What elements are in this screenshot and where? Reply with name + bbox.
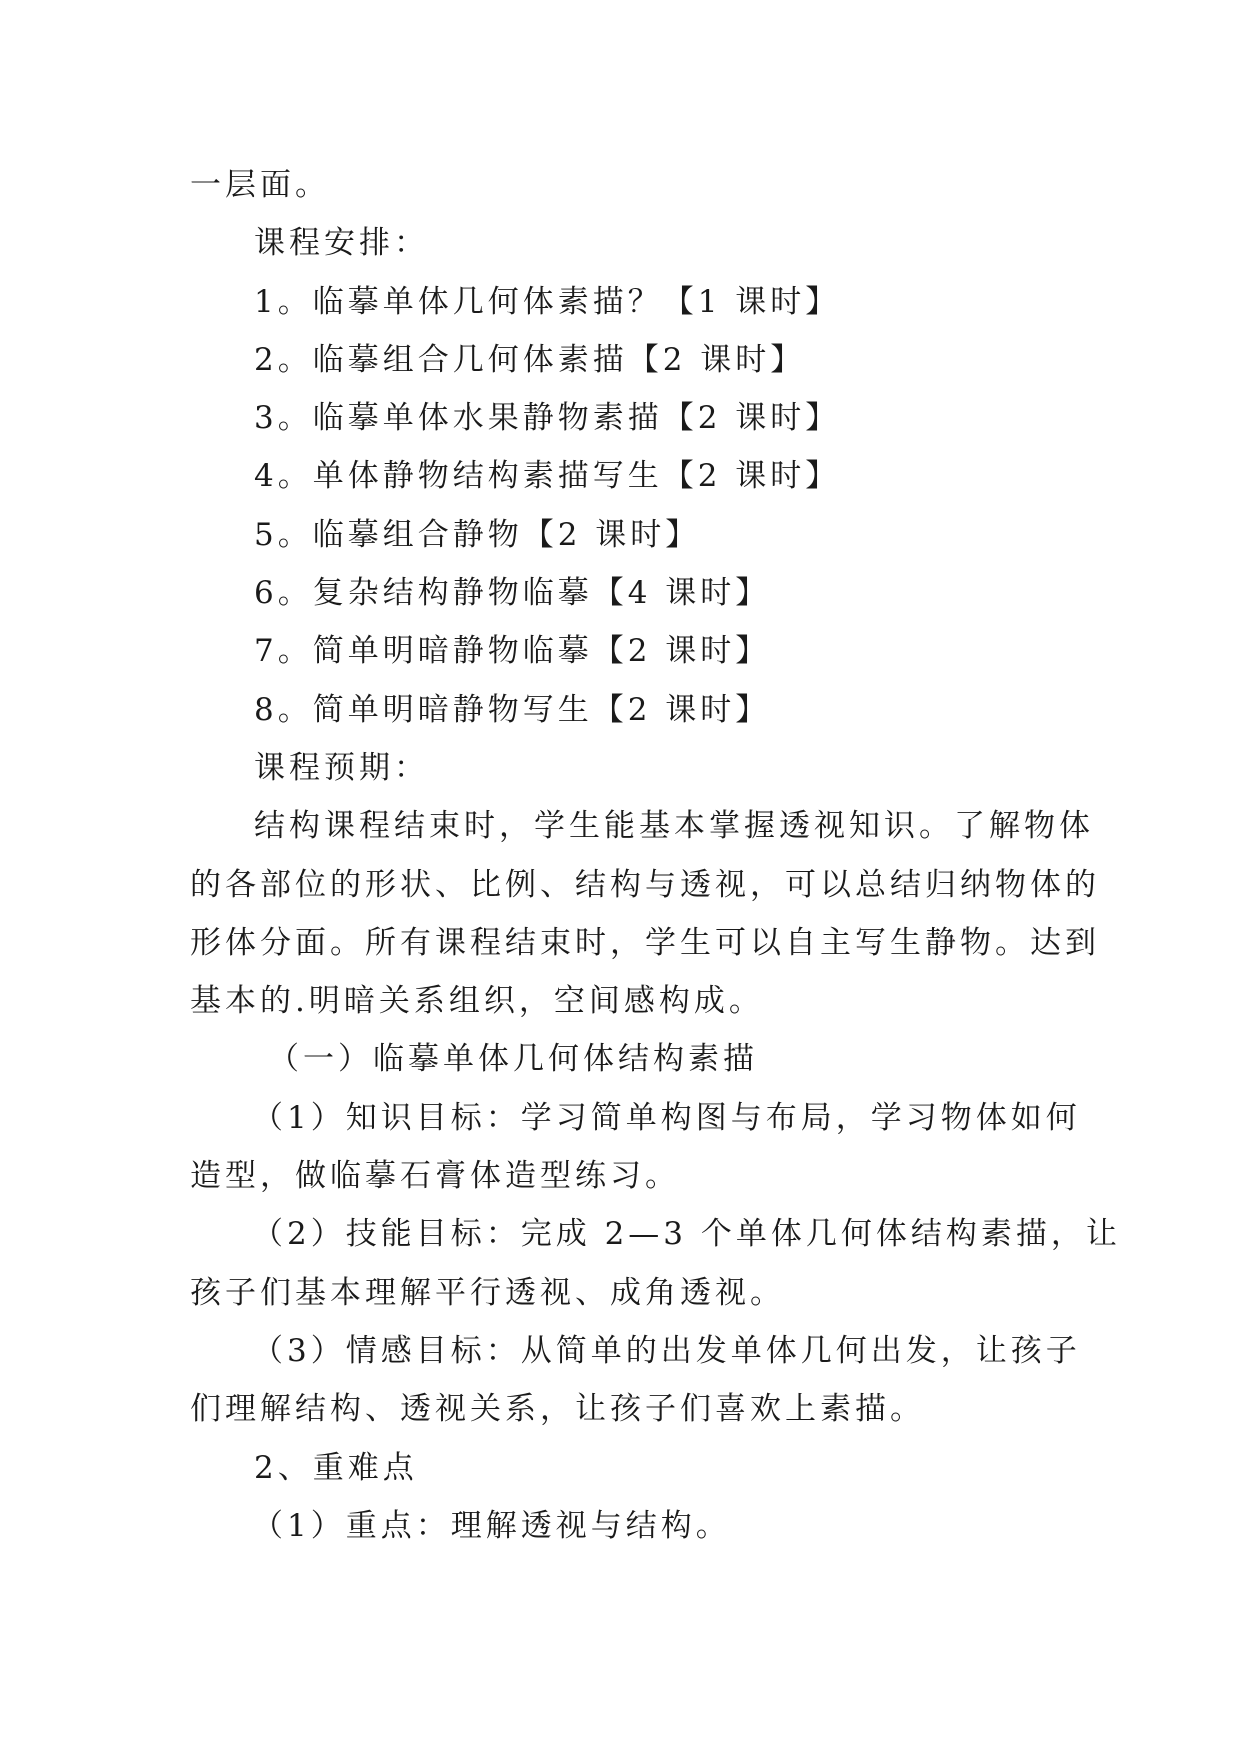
schedule-item-1: 1。临摹单体几何体素描？【1 课时】 bbox=[254, 283, 841, 320]
section-heading: （一）临摹单体几何体结构素描 bbox=[268, 1041, 758, 1078]
schedule-item-4: 4。单体静物结构素描写生【2 课时】 bbox=[254, 458, 841, 495]
key-point: （1）重点：理解透视与结构。 bbox=[252, 1507, 731, 1544]
objective-knowledge: （1）知识目标：学习简单构图与布局，学习物体如何 bbox=[252, 1099, 1081, 1136]
paragraph-line: 们理解结构、透视关系，让孩子们喜欢上素描。 bbox=[190, 1391, 925, 1428]
schedule-item-7: 7。简单明暗静物临摹【2 课时】 bbox=[254, 633, 771, 670]
heading-course-expectation: 课程预期： bbox=[254, 749, 429, 786]
schedule-item-2: 2。临摹组合几何体素描【2 课时】 bbox=[254, 341, 806, 378]
heading-course-schedule: 课程安排： bbox=[254, 225, 429, 262]
schedule-item-8: 8。简单明暗静物写生【2 课时】 bbox=[254, 691, 771, 728]
schedule-item-6: 6。复杂结构静物临摹【4 课时】 bbox=[254, 575, 771, 612]
schedule-item-3: 3。临摹单体水果静物素描【2 课时】 bbox=[254, 400, 841, 437]
paragraph-line: 造型，做临摹石膏体造型练习。 bbox=[190, 1158, 680, 1195]
objective-emotion: （3）情感目标：从简单的出发单体几何出发，让孩子 bbox=[252, 1332, 1081, 1369]
paragraph-line: 的各部位的形状、比例、结构与透视，可以总结归纳物体的 bbox=[190, 866, 1100, 903]
document-body bbox=[190, 156, 1121, 1555]
paragraph-line: 孩子们基本理解平行透视、成角透视。 bbox=[190, 1274, 785, 1311]
heading-key-difficulties: 2、重难点 bbox=[254, 1449, 418, 1486]
schedule-item-5: 5。临摹组合静物【2 课时】 bbox=[254, 516, 701, 553]
objective-skill: （2）技能目标：完成 2—3 个单体几何体结构素描，让 bbox=[252, 1216, 1121, 1253]
paragraph-line: 基本的.明暗关系组织，空间感构成。 bbox=[190, 983, 764, 1020]
paragraph-line: 结构课程结束时，学生能基本掌握透视知识。了解物体 bbox=[254, 808, 1094, 845]
paragraph-line: 形体分面。所有课程结束时，学生可以自主写生静物。达到 bbox=[190, 924, 1100, 961]
text-line-continuation: 一层面。 bbox=[190, 167, 330, 203]
